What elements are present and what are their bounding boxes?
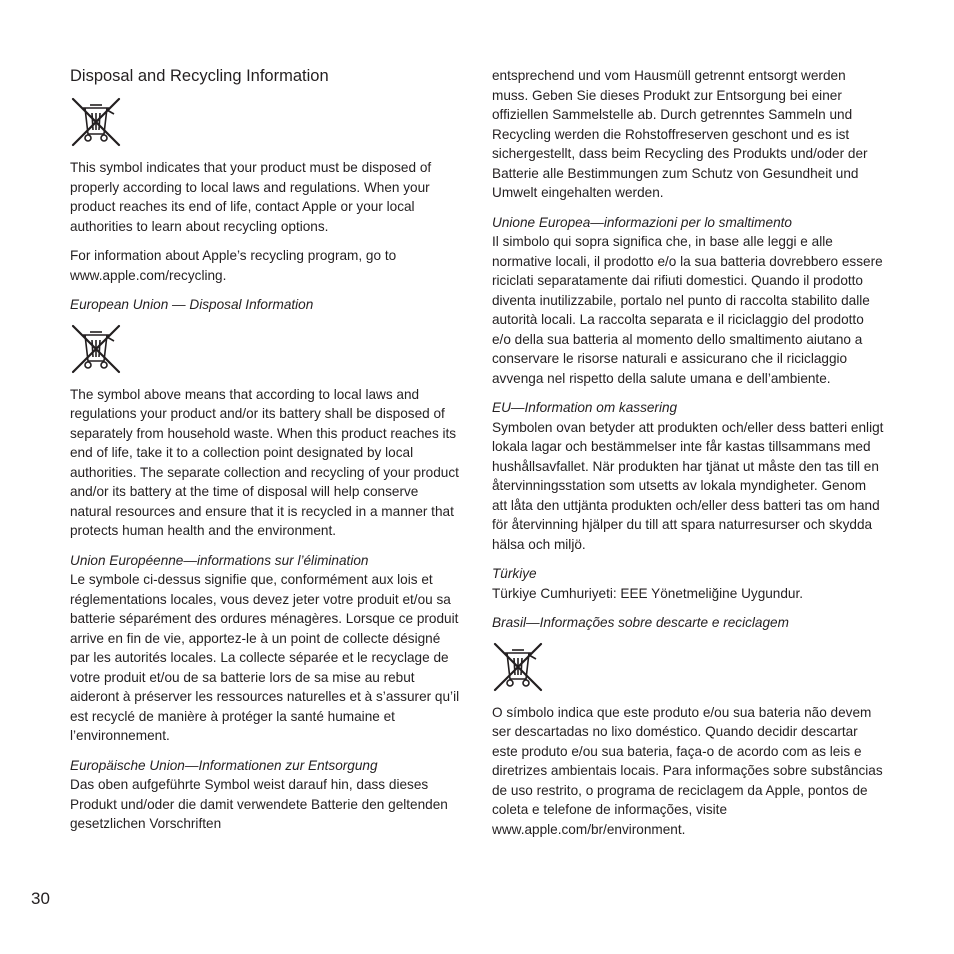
weee-crossed-bin-icon xyxy=(70,323,122,375)
right-column xyxy=(492,66,884,849)
page-heading: Disposal and Recycling Information xyxy=(70,67,329,85)
weee-crossed-bin-icon xyxy=(492,641,544,693)
section-text: Das oben aufgeführte Symbol weist darauf hin, dass dieses Produkt und/oder die damit verwendete Batterie den geltenden gesetzlichen Vorschriften xyxy=(70,777,448,831)
section-text: Le symbole ci-dessus signifie que, conformément aux lois et réglementations locales, vous devez jeter votre produit et/ou sa batterie séparément des ordures ménagères. Lorsque ce produit arrive en fin de vie, apportez-le à un point de collecte désigné par les autorités locales. La collecte séparée et le recyclage de votre produit et/ou de sa batterie lors de sa mise au rebut aideront à préserver les ressources naturelles et à s’assurer qu’il est recyclé de manière à protéger la santé humaine et l’environnement. xyxy=(70,572,460,743)
section-text: The symbol above means that according to local laws and regulations your product and/or its battery shall be disposed of separately from household waste. When this product reaches its end of life, take it to a collection point designated by local authorities. The separate collection and recycling of your product and/or its battery at the time of disposal will help conserve natural resources and ensure that it is recycled in a manner that protects human health and the environment. xyxy=(70,386,459,538)
section-eu-swedish xyxy=(492,398,884,554)
page-number: 30 xyxy=(31,889,50,908)
section-title: Türkiye xyxy=(492,566,537,581)
section-text: Symbolen ovan betyder att produkten och/eller dess batteri enligt lokala lagar och bestämmelser inte får kastas tillsammans med hushållsavfallet. När produkten har tjänat ut måste den tas till en återvinningsstation som utsetts av lokala myndigheter. Genom att låta den uttjänta produkten och/eller dess batteri tas om hand för återvinning hjälper du till att spara naturresurser och skydda hälsa och miljö. xyxy=(492,419,884,552)
recycling-link-paragraph: For information about Apple’s recycling program, go to www.apple.com/recycling. xyxy=(70,248,397,283)
section-text: O símbolo indica que este produto e/ou sua bateria não devem ser descartadas no lixo doméstico. Quando decidir descartar este produto e/ou sua bateria, faça-o de acordo com as leis e diretrizes ambientais locais. Para informações sobre substâncias de uso restrito, o programa de reciclagem da Apple, pontos de coleta e telefone de informações, visite www.apple.com/br/environment. xyxy=(492,704,883,837)
section-eu-german xyxy=(70,756,462,834)
section-title: Europäische Union—Informationen zur Entsorgung xyxy=(70,757,378,773)
section-eu-english xyxy=(70,295,462,541)
left-column xyxy=(70,64,462,844)
section-eu-italian xyxy=(492,213,884,389)
section-brazil xyxy=(492,613,884,839)
section-title: European Union — Disposal Information xyxy=(70,297,314,312)
section-title: Union Européenne—informations sur l’élimination xyxy=(70,552,369,568)
section-text: Türkiye Cumhuriyeti: EEE Yönetmeliğine Uygundur. xyxy=(492,585,804,601)
section-eu-french xyxy=(70,551,462,746)
section-title: Brasil—Informações sobre descarte e reciclagem xyxy=(492,615,789,630)
weee-crossed-bin-icon xyxy=(70,96,122,148)
intro-paragraph: This symbol indicates that your product must be disposed of properly according to local laws and regulations. When your product reaches its end of life, contact Apple or your local authorities to learn about recycling options. xyxy=(70,160,432,234)
section-text: Il simbolo qui sopra significa che, in base alle leggi e alle normative locali, il prodotto e/o la sua batteria dovrebbero essere riciclati separatamente dai rifiuti domestici. Quando il prodotto diventa inutilizzabile, portalo nel punto di raccolta stabilito dalle autorità locali. La raccolta separata e il riciclaggio del prodotto e/o della sua batteria al momento dello smaltimento aiutano a conservare le risorse naturali e assicurano che il riciclaggio avvenga nel rispetto della salute umana e dell’ambiente. xyxy=(492,234,883,386)
section-turkey xyxy=(492,564,884,603)
section-title: Unione Europea—informazioni per lo smaltimento xyxy=(492,214,792,230)
section-title: EU—Information om kassering xyxy=(492,400,678,415)
german-text-continued: entsprechend und vom Hausmüll getrennt entsorgt werden muss. Geben Sie dieses Produkt zur Entsorgung bei einer offiziellen Sammelstelle ab. Durch getrenntes Sammeln und Recycling werden die Rohstoffreserven geschont und es ist sichergestellt, dass beim Recycling des Produkts und/oder der Batterie alle Bestimmungen zum Schutz von Gesundheit und Umwelt eingehalten werden. xyxy=(492,68,868,200)
